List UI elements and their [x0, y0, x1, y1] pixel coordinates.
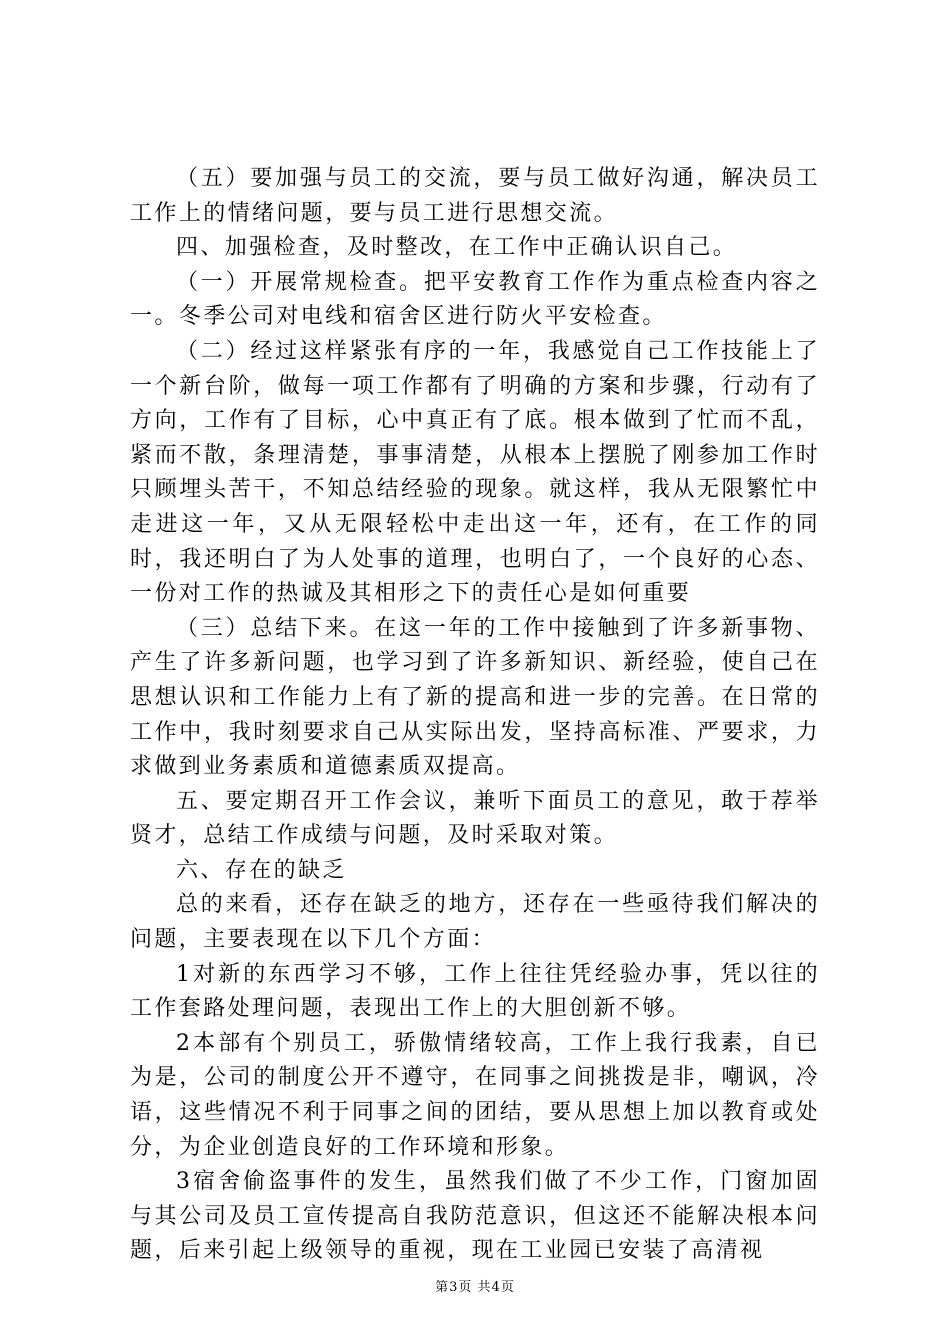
paragraph-overview: 总的来看，还存在缺乏的地方，还存在一些亟待我们解决的问题，主要表现在以下几个方面：	[130, 892, 820, 953]
list-item-3: 3宿舍偷盗事件的发生，虽然我们做了不少工作，门窗加固与其公司及员工宣传提高自我防范意识，但这还不能解决根本问题，后来引起上级领导的重视，现在工业园已安装了高清视	[130, 1169, 820, 1264]
heading-4-inspection: 四、加强检查，及时整改，在工作中正确认识自己。	[176, 235, 738, 261]
paragraph-5-communication: （五）要加强与员工的交流，要与员工做好沟通，解决员工工作上的情绪问题，要与员工进行思想交流。	[130, 166, 820, 226]
list-item-2: 2本部有个别员工，骄傲情绪较高，工作上我行我素，自已为是，公司的制度公开不遵守，在同事之间挑拨是非，嘲讽，冷语，这些情况不利于同事之间的团结，要从思想上加以教育或处分，为企业创造良好的工作环境和形象。	[130, 1030, 820, 1160]
page-footer: 第3页 共4页	[435, 1280, 515, 1295]
list-item-1: 1对新的东西学习不够，工作上往往凭经验办事，凭以往的工作套路处理问题，表现出工作上的大胆创新不够。	[130, 961, 820, 1022]
heading-5-meetings: 五、要定期召开工作会议，兼听下面员工的意见，敢于荐举贤才，总结工作成绩与问题，及时采取对策。	[130, 788, 820, 849]
heading-6-shortcomings: 六、存在的缺乏	[176, 857, 347, 883]
paragraph-summary: （三）总结下来。在这一年的工作中接触到了许多新事物、产生了许多新问题，也学习到了许多新知识、新经验，使自己在思想认识和工作能力上有了新的提高和进一步的完善。在日常的工作中，我时刻要求自己从实际出发，坚持高标准、严要求，力求做到业务素质和道德素质双提高。	[130, 615, 820, 780]
paragraph-year-review: （二）经过这样紧张有序的一年，我感觉自己工作技能上了一个新台阶，做每一项工作都有了明确的方案和步骤，行动有了方向，工作有了目标，心中真正有了底。根本做到了忙而不乱，紧而不散，条理清楚，事事清楚，从根本上摆脱了刚参加工作时只顾埋头苦干，不知总结经验的现象。就这样，我从无限繁忙中走进这一年，又从无限轻松中走出这一年，还有，在工作的同时，我还明白了为人处事的道理，也明白了，一个良好的心态、一份对工作的热诚及其相形之下的责任心是如何重要	[130, 338, 820, 607]
document-body	[130, 162, 820, 1269]
paragraph-routine-check: （一）开展常规检查。把平安教育工作作为重点检查内容之一。冬季公司对电线和宿舍区进行防火平安检查。	[130, 269, 820, 330]
